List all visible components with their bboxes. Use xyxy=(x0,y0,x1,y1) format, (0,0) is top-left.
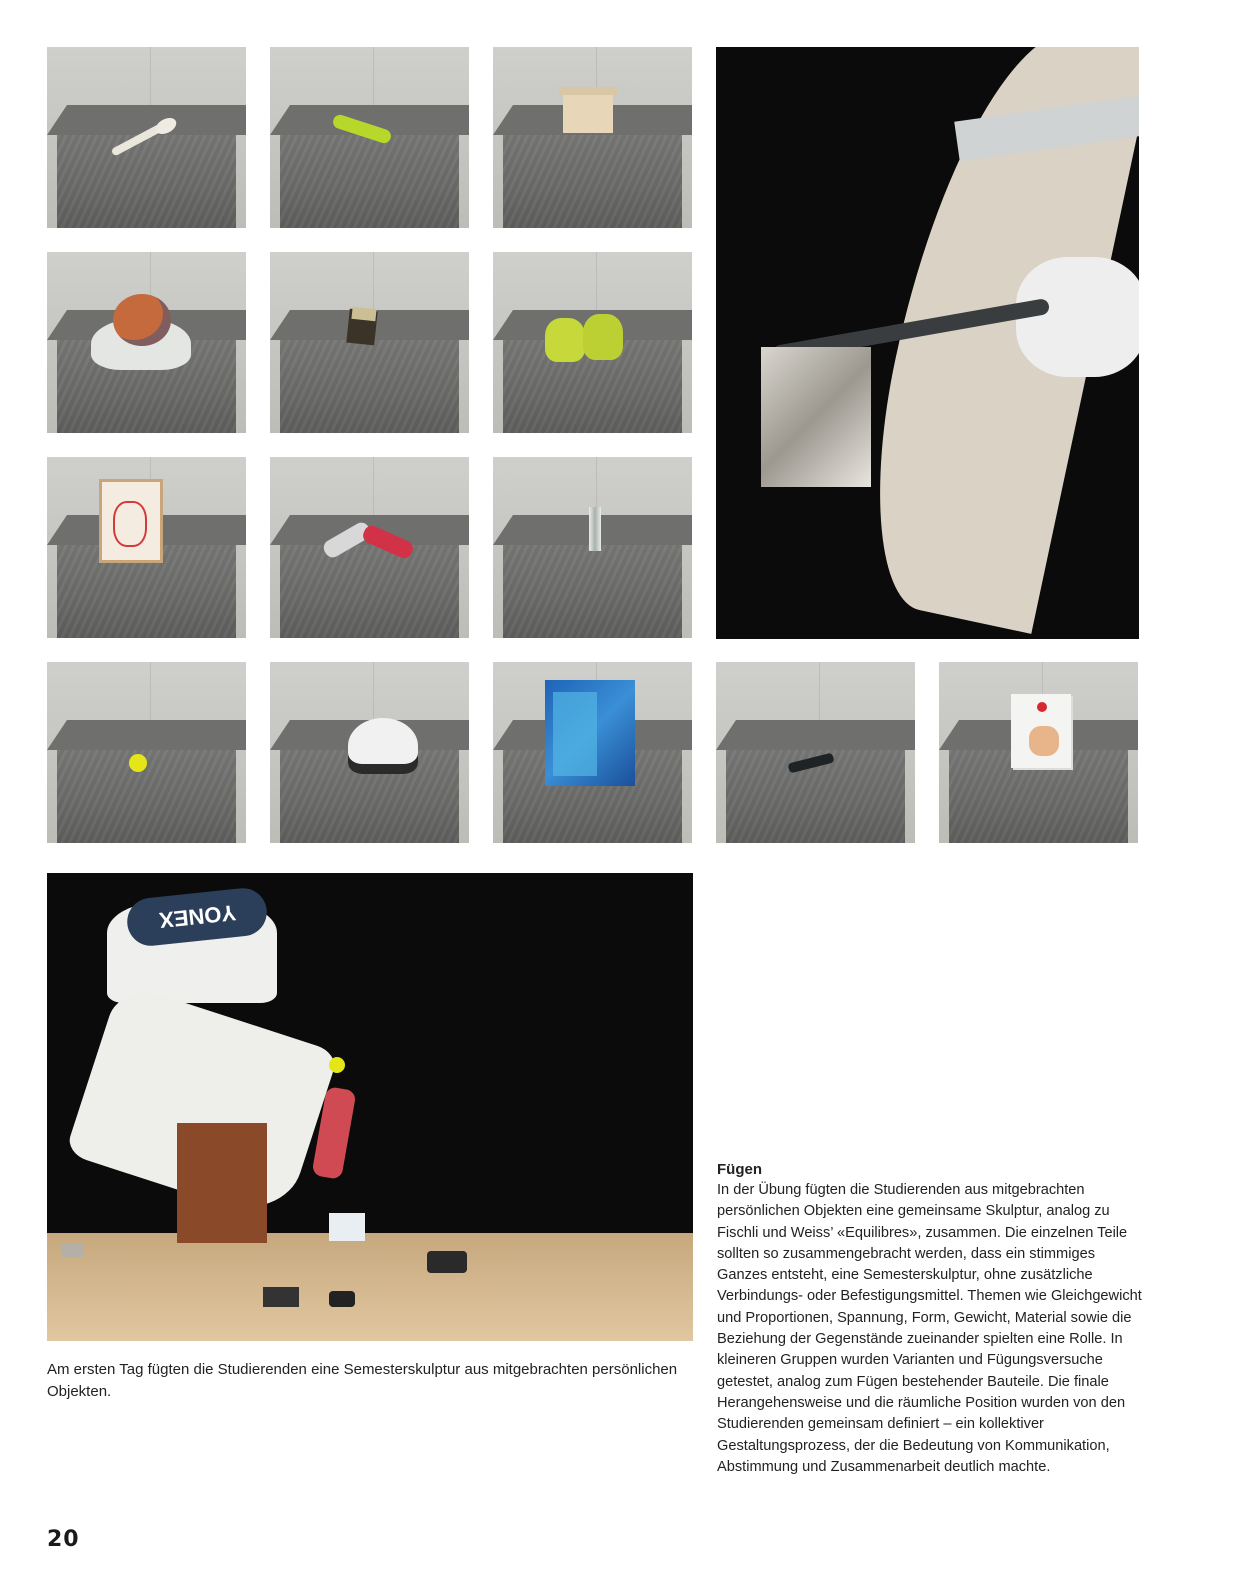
photo-small-box xyxy=(270,252,469,433)
photo-sculpture-detail xyxy=(716,47,1139,639)
article-block xyxy=(717,1159,1147,1478)
photo-caption: Am ersten Tag fügten die Studierenden eine Semesterskulptur aus mitgebrachten persönlichen Objekten. xyxy=(47,1361,678,1400)
photo-socks xyxy=(270,457,469,638)
article-heading: Fügen xyxy=(717,1161,762,1178)
photo-temple-model xyxy=(493,47,692,228)
photo-ball-in-cloth xyxy=(47,252,246,433)
photo-running-shoes xyxy=(493,252,692,433)
article-body: In der Übung fügten die Studierenden aus mitgebrachten persönlichen Objekten eine gemeinsame Skulptur, analog zu Fischli und Weiss’ «Equilibres», zusammen. Die einzelnen Teile sollten so zusammengebracht werden, dass ein stimmiges Ganzes entsteht, eine Semesterskulptur, ohne zusätzliche Verbindungs- oder Befestigungsmittel. Themen wie Gleichgewicht und Proportionen, Spannung, Form, Gewicht, Material sowie die Beziehung der Gegenstände zueinander spielten eine Rolle. In kleineren Gruppen wurden Varianten und Fügungsversuche getestet, analog zum Fügen bestehender Bauteile. Die finale Herangehensweise und die räumliche Position wurden von den Studierenden gemeinsam definiert – ein kollektiver Gestaltungsprozess, der die Bedeutung von Kommunikation, Abstimmung und Zusammenarbeit deutlich machte. xyxy=(717,1182,1142,1475)
photo-framed-drawing xyxy=(47,457,246,638)
photo-toy-race-car xyxy=(716,662,915,843)
photo-spoon xyxy=(47,47,246,228)
page-number: 20 xyxy=(47,1527,80,1552)
photo-book xyxy=(939,662,1138,843)
sculpture-brand-text: YONEX xyxy=(157,900,238,933)
photo-bike-helmet xyxy=(270,662,469,843)
photo-floorball-blade xyxy=(270,47,469,228)
photo-glass-object xyxy=(493,457,692,638)
photo-album-cover xyxy=(493,662,692,843)
photo-tennis-ball xyxy=(47,662,246,843)
photo-semester-sculpture xyxy=(47,873,693,1341)
